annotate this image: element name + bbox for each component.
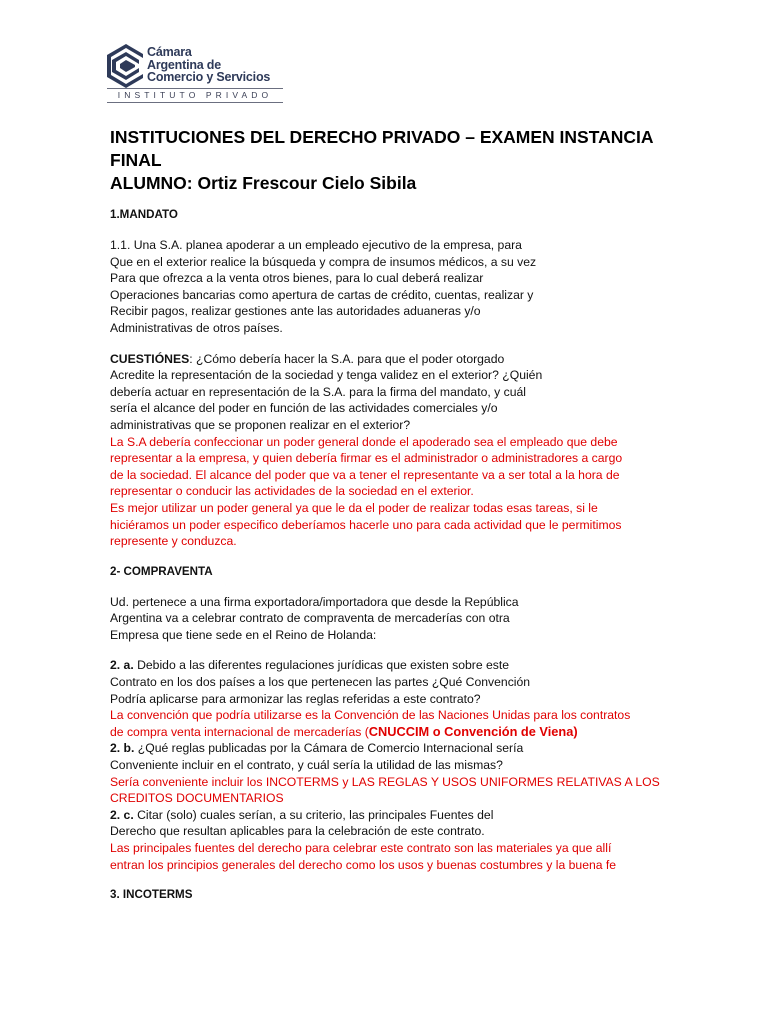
question-text: 2. c. Citar (solo) cuales serían, a su criterio, las principales Fuentes del Derecho que resultan aplicables para la celebración de este contrato.	[110, 807, 494, 839]
chamber-logo-icon	[107, 42, 145, 90]
logo-subtitle: INSTITUTO PRIVADO	[117, 90, 273, 100]
answer-text: Las principales fuentes del derecho para celebrar este contrato son las materiales ya que allí entran los principios generales del derecho como los usos y buenas costumbres y la buena fe	[110, 841, 617, 872]
logo-line: Argentina de	[147, 57, 221, 72]
question-label: 2. a.	[110, 658, 134, 673]
logo-divider	[107, 102, 283, 103]
logo-divider	[107, 88, 283, 89]
answer-text: La convención que podría utilizarse es la Convención de las Naciones Unidas para los contratos de compra venta internacional de mercaderías (CNUCCIM o Convención de Viena)	[110, 708, 631, 739]
logo-line: Comercio y Servicios	[147, 70, 271, 84]
institution-logo	[107, 40, 283, 104]
student-name: ALUMNO: Ortiz Frescour Cielo Sibila	[110, 173, 417, 193]
questions-label: CUESTIÓNES	[110, 351, 190, 366]
document-title	[110, 126, 658, 195]
logo-line: Cámara	[147, 45, 192, 59]
section-heading: 2- COMPRAVENTA	[110, 564, 213, 578]
answer-text: Sería conveniente incluir los INCOTERMS y LAS REGLAS Y USOS UNIFORMES RELATIVAS A LOS CREDITOS DOCUMENTARIOS	[110, 774, 660, 806]
question-text: Ud. pertenece a una firma exportadora/importadora que desde la República Argentina va a celebrar contrato de compraventa de mercaderías con otra Empresa que tiene sede en el Reino de Holanda:	[110, 594, 519, 642]
section-heading: 1.MANDATO	[110, 208, 178, 221]
answer-text: Es mejor utilizar un poder general ya que le da el poder de realizar todas esas tareas, si le hiciéramos un poder especifico deberíamos hacerle uno para cada actividad que le permitimos represente y conduzca.	[110, 500, 622, 549]
question-text: 2. b. ¿Qué reglas publicadas por la Cámara de Comercio Internacional sería Conveniente incluir en el contrato, y cuál sería la utilidad de las mismas?	[110, 741, 524, 773]
exam-document	[110, 126, 658, 903]
question-text: 1.1. Una S.A. planea apoderar a un empleado ejecutivo de la empresa, para Que en el exterior realice la búsqueda y compra de insumos médicos, a su vez Para que ofrezca a la venta otros bienes, para lo cual deberá realizar Operaciones bancarias como apertura de cartas de crédito, cuentas, realizar y Recibir pagos, realizar gestiones ante las autoridades aduaneras y/o Administrativas de otros países.	[110, 238, 537, 335]
questions-text: CUESTIÓNES: ¿Cómo debería hacer la S.A. para que el poder otorgado Acredite la representación de la sociedad y tenga validez en el exterior? ¿Quién debería actuar en representación de la S.A. para la firma del mandato, y cuál sería el alcance del poder en función de las actividades comerciales y/o administrativas que se proponen realizar en el exterior?	[110, 351, 543, 432]
question-label: 2. c.	[110, 807, 134, 822]
logo-organization-name	[147, 46, 270, 84]
question-label: 2. b.	[110, 741, 135, 756]
title-line: FINAL	[110, 150, 162, 170]
title-line: INSTITUCIONES DEL DERECHO PRIVADO – EXAMEN INSTANCIA	[110, 127, 654, 147]
section-heading: 3. INCOTERMS	[110, 888, 193, 902]
answer-text: La S.A debería confeccionar un poder general donde el apoderado sea el empleado que debe representar a la empresa, y quien debería firmar es el administrador o administradores a cargo de la sociedad. El alcance del poder que va a tener el representante va a ser total a la hora de representar o conducir las actividades de la sociedad en el exterior.	[110, 434, 623, 499]
question-text: 2. a. Debido a las diferentes regulaciones jurídicas que existen sobre este Contrato en los dos países a los que pertenecen las partes ¿Qué Convención Podría aplicarse para armonizar las reglas referidas a este contrato?	[110, 658, 531, 706]
